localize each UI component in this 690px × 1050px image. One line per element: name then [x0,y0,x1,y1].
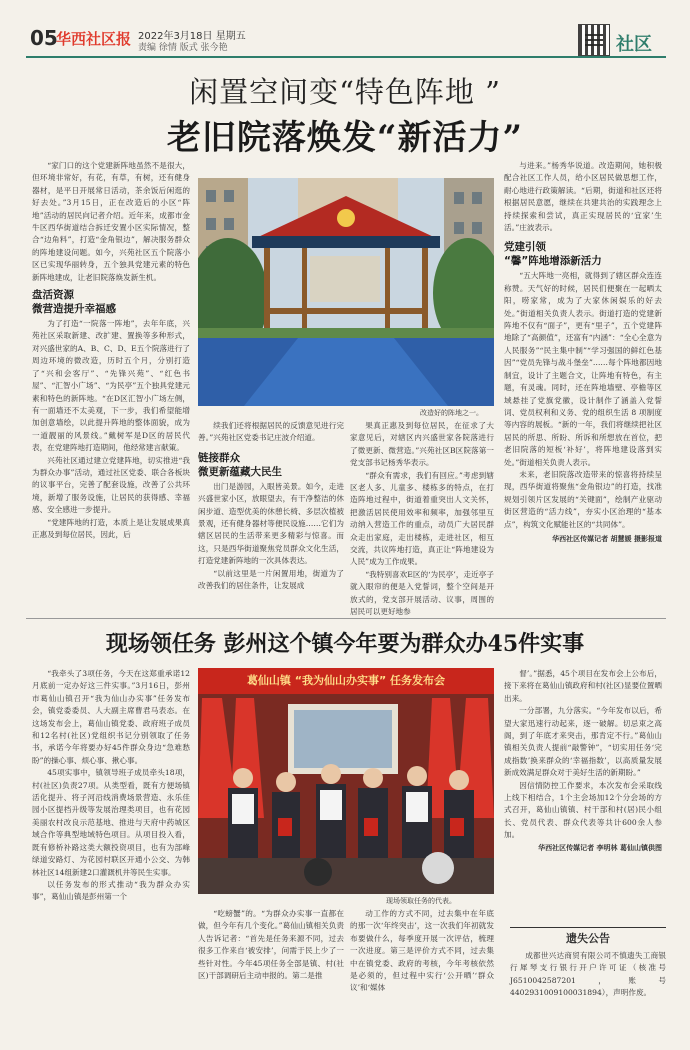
story1-column-1 [32,160,190,541]
issue-date: 2022年3月18日 星期五 [138,31,246,42]
story1-paragraph: “以前这里是一片闲置用地，街道为了改善我们的居住条件，让发展成 [198,568,344,591]
story2-paragraph: “吃螃蟹”的。“为群众办实事一直都在做，但今年有几个变化。”葛仙山镇相关负责人告诉记者：“首先是任务来源不同，过去很多工作来自‘被安排’，问需于民上少了一些针对性。今年45项任务全部是镇、村(社区)干部调研后主动申报的。第二是推 [198,909,344,981]
story2-paragraph: 动工作的方式不同，过去集中在年底的那一次‘年终突击’，这一次我们年初就发布要做什么，每季度开展一次评估，梳理一次进度。第三是评价方式不同，过去集中在镇党委、政府的考核，今年考核依然是必须的，但过程中实行‘公开晒’‘群众议’和‘媒体 [350,909,494,993]
story1-byline: 华西社区传媒记者 胡慧媛 摄影报道 [552,533,662,543]
story2-paragraph: 因信情防控工作要求，本次发布会采取线上线下相结合，1个主会场加12个分会场的方式召开，葛仙山镇镇、村干部和村(居)民小组长、党员代表、群众代表等共计600余人参加。 [504,780,662,840]
story1-paragraph: 出门是游园，入眼皆美景。如今，走进兴盛世家小区，放眼望去，有干净整洁的休闲步道、造型优美的休憩长椅、多层次植被景观，还有健身器材等便民设施……它们为辖区居民的生活带来更多精彩与惊喜。而这，只是西华街道聚焦党员群众文化生活，打造党建新阵地的一次具体表达。 [198,481,344,566]
story2-paragraph: 督’。”据悉，45个项目在发布会上公布后，接下来将在葛仙山镇政府和村(社区)显要位置晒出来。 [504,669,662,703]
story1-paragraph: 续我们还将根据居民的反馈意见进行完善。”兴苑社区党委书记庄波介绍道。 [198,421,344,443]
pavilion-photo [198,178,494,406]
pavilion-illustration [198,178,494,406]
story2-paragraph: 45项实事中，镇领导班子成员牵头18项，村(社区)负责27项。从类型看，既有方便场镇活化提升、将子河沿线消费场景营造、永乐佳园小区提档升级等发展治理类项目，也有花园美丽农村改良示范基地、推进与天府中药城区域合作等典型地域特色项目。从项目投入看，既有修桥补路这类大额投资项目，也有为部峰绿道安路灯、为花园村联区开通小公交、为韩林社区14组新建2口灌溉机井等民生实事。 [32,768,190,877]
story2-paragraph: 以任务发布的形式推动“我为群众办实事”，葛仙山镇是彭州第一个 [32,879,190,902]
subhead-3: 党建引领 “馨”阵地增添新活力 [504,241,602,268]
notice-title: 遗失公告 [566,932,610,945]
story2-column-1 [32,668,190,904]
story1-paragraph: “群众有需求，我们有回应。”考虑到辖区老人多、儿童多、楼栋多的特点，在打造阵地过程中，街道着重突出人文关怀，把激活居民使用效率和频率，加强邻里互动纳入营造工作的重点，动员广大居民群众走出家庭，走出楼栋，走进社区，相互交流，共议阵地打造，真正让“阵地建设为人民”成为工作成果。 [350,470,494,567]
headline-story1-line1: 闲置空间变“特色阵地 ” [189,75,501,109]
story2-byline: 华西社区传媒记者 李明林 葛仙山镇供图 [538,842,662,852]
page-number: 05 [30,26,58,50]
story2-column-4 [504,668,662,854]
subhead-2: 链接群众 微更新蕴藏大民生 [198,451,282,478]
story1-paragraph: 果真正惠及到每位居民，在征求了大家意见后，对辖区内兴盛世家各院落进行了微更新、微营造。”兴苑社区B区院落第一党支部书记杨秀华表示。 [350,421,494,468]
photo-caption: 改造好的阵地之一。 [420,409,483,417]
story1-paragraph: 未来，老旧院落改造带来的惊喜将持续呈现，西华街道将聚焦“金角银边”的打造，找准规划引领片区发展的“关键面”，绘制产业驱动街区营造的“活力线”，夯实小区治理的“基本点”，构筑文化赋能社区的“共同体”。 [504,469,662,529]
photo-caption: 现场领取任务的代表。 [386,897,456,905]
story2-column-2 [198,908,344,982]
story1-paragraph: 为了打造“一院落一阵地”，去年年底，兴苑社区采取新建、改扩建、置换等多种形式，对兴盛世家的A、B、C、D、E五个院落进行了周边环境的微改造，历时五个月，分别打造了“兴和会客厅”、“先锋兴苑”、“红色书屋”、“汇智小广场”、“为民亭”五个独具党建元素和特色的新阵地。“在D区汇智小广场左侧，有一面墙还不太美观，下一步，我们希望能增加创意墙绘，以此提升阵地的整体面貌，成为一道靓丽的风景线。”戴树军是D区的居民代表，在党建阵地打造期间，他经常建言献策。 [32,319,190,453]
story1-lead: “家门口的这个党建新阵地虽然不是很大，但环境非常好，有花，有草，有树，还有健身器材，是平日开展常日活动，茶余饭后闲逛的好去处。”3月15日，正在改造后的小区“阵地”活动的居民向记者介绍。近年来，成都市金牛区西华街道结合拆迁安置小区实际情况，整合“边角料”，打造“金角银边”，解决服务群众的阵地建设问题。如今，兴苑社区五个院落小区已实现华丽转身，五个独具党建元素的特色新阵地建成，让老旧院落焕发新生机。 [32,161,190,282]
story1-paragraph: 兴苑社区通过建立党建阵地，切实推进“我为群众办事”活动，通过社区党委、联合各板块的议事平台，完善了配套设施，改善了公共环境，新增了服务设施，让居民的获得感、幸福感、安全感进一步提升。 [32,455,190,515]
story1-column-3 [350,420,494,619]
section-name: 社区 [616,34,652,55]
story-divider [26,618,666,619]
conference-photo [198,668,494,894]
story1-paragraph: 与进来。”杨秀华说道。改造期间，她积极配合社区工作人员，给小区居民做思想工作，耐心地进行政策解读。“后期，街道和社区还将根据居民意愿，继续在共建共治的实践理念上持续探索和尝试，真正实现居民的‘宜家’生活。”庄波表示。 [504,161,662,233]
lost-notice [510,950,666,1000]
story1-column-2 [198,420,344,592]
headline-story2: 现场领任务 彭州这个镇今年要为群众办45件实事 [105,631,585,657]
newspaper-name: 华西社区报 [56,30,132,48]
headline-story1-line2: 老旧院落焕发“新活力” [166,118,524,158]
story1-paragraph: “我特别喜欢E区的‘为民亭’，走近亭子就入眼帘的便是入党誓词，整个空间是开放式的，党支部开展活动、议事，周围的居民可以更好地参 [350,569,494,617]
conference-banner: 葛仙山镇 “我为仙山办实事” 任务发布会 [246,674,446,687]
story2-paragraph: 一分部署，九分落实。“今年发布以后，希望大家迅速行动起来，逐一破解。切忌束之高阁，到了年底才来突击，那肯定不行。”葛仙山镇相关负责人提前“敲警钟”，“切实用任务‘完成指数’换来群众的‘幸福指数’，以高质量发展新成效满足群众对于美好生活的新期盼。” [504,706,662,778]
notice-body: 成都世兴达商贸有限公司不慎遗失工商银行犀琴支行银行开户许可证（核准号 J6510042587201，账号 4402931009100031894），声明作废。 [510,951,666,998]
notice-rule [510,927,666,928]
story2-column-3 [350,908,494,995]
qr-code-icon [578,24,610,56]
conference-illustration [198,668,494,894]
header-rule [26,56,666,58]
story2-paragraph: “我牵头了3项任务，今天在这郑重承诺12月底前一定办好这三件实事。”3月16日，彭州市葛仙山镇召开“我为仙山办实事”任务发布会，镇党委委员、人大副主席曹君马表态。在这场发布会上，葛仙山镇党委、政府班子成员和12名村(社区)党组织书记分别领取了任务书，承诺今年将要办好45件群众身边“急难愁盼”的操心事、烦心事、揪心事。 [32,669,190,765]
story1-column-4 [504,160,662,545]
subhead-1: 盘活资源 微营造提升幸福感 [32,289,116,316]
story1-paragraph: “党建阵地的打造，本质上是让发展成果真正惠及到每位居民，因此，后 [32,517,190,539]
editor-credits: 责编 徐情 版式 张今艳 [138,43,228,53]
story1-paragraph: “五大阵地一亮相，就得到了辖区群众连连称赞。天气好的时候，居民们便聚在一起晒太阳，唠家常，成为了大家休闲娱乐的好去处。”街道相关负责人表示。街道打造的党建新阵地不仅有“面子”，更有“里子”，五个党建阵地除了“高颜值”，还富有“内涵”：“全心全意为人民服务”“民主集中制”“学习强国的鲜红色基因”“党员先锋与战斗堡垒”……每个阵地都因地制宜，设计了主题合文，让阵地有特色，有主题，有灵魂。同时，还在阵地墙壁、亭檐等区域悬挂了党旗党徽，设计制作了涵盖入党誓词、党员权利和义务、党的组织生活 8 项制度等内容的展板。“新的一年，我们将继续把社区居民的所思、所盼、所诉和所想放在首位，把老旧院落的短板‘补好’，将阵地建设落到实处。”街道相关负责人表示。 [504,271,662,467]
